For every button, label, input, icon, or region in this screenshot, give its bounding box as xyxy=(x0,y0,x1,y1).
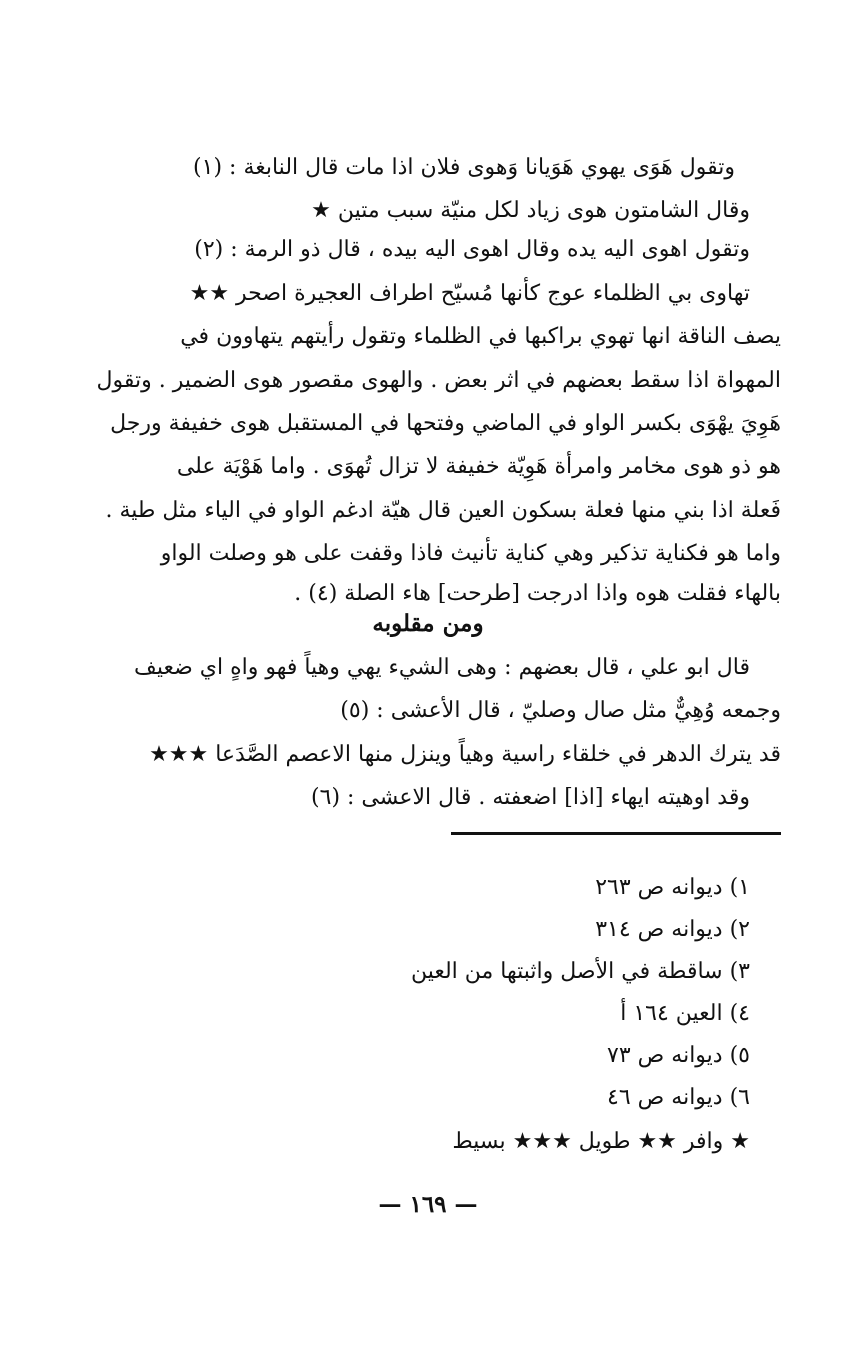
section-line: قال ابو علي ، قال بعضهم : وهى الشيء يهي وهياً فهو واهٍ اي ضعيف xyxy=(134,655,750,680)
footnote-3: ٣) ساقطة في الأصل واثبتها من العين xyxy=(410,959,750,984)
body-line: واما هو فكناية تذكير وهي كناية تأنيث فاذا وقفت على هو وصلت الواو xyxy=(160,541,781,566)
body-line: وتقول اهوى اليه يده وقال اهوى اليه بيده ، قال ذو الرمة : (٢) xyxy=(194,237,750,262)
section-line: وجمعه وُهِيٌّ مثل صال وصليّ ، قال الأعشى : (٥) xyxy=(340,698,781,723)
footnote-4: ٤) العين ١٦٤ أ xyxy=(620,1001,750,1026)
body-line: يصف الناقة انها تهوي براكبها في الظلماء وتقول رأيتهم يتهاوون في xyxy=(180,324,781,349)
footnote-2: ٢) ديوانه ص ٣١٤ xyxy=(595,917,750,942)
footnote-divider xyxy=(451,832,781,835)
poetry-line: قد يترك الدهر في خلقاء راسية وهياً وينزل منها الاعصم الصَّدَعا ★★★ xyxy=(149,742,781,767)
body-line: المهواة اذا سقط بعضهم في اثر بعض . والهوى مقصور هوى الضمير . وتقول xyxy=(96,368,781,393)
meter-legend: ★ وافر ★★ طويل ★★★ بسيط xyxy=(452,1129,750,1154)
page-number: — ١٦٩ — xyxy=(378,1191,478,1218)
footnote-6: ٦) ديوانه ص ٤٦ xyxy=(607,1085,750,1110)
section-heading: ومن مقلوبه xyxy=(372,610,484,637)
poetry-line: تهاوى بي الظلماء عوج كأنها مُسيّح اطراف العجيرة اصحر ★★ xyxy=(189,281,750,306)
body-line: فَعلة اذا بني منها فعلة بسكون العين قال هيّة ادغم الواو في الياء مثل طية . xyxy=(105,498,781,523)
body-line: هَوِيَ يهْوَى بكسر الواو في الماضي وفتحها في المستقبل هوى خفيفة ورجل xyxy=(110,411,781,436)
footnote-1: ١) ديوانه ص ٢٦٣ xyxy=(595,875,750,900)
body-line: هو ذو هوى مخامر وامرأة هَوِيّة خفيفة لا تزال تُهوَى . واما هَوْيَة على xyxy=(176,454,781,479)
footnote-5: ٥) ديوانه ص ٧٣ xyxy=(607,1043,750,1068)
section-line: وقد اوهيته ايهاء [اذا] اضعفته . قال الاعشى : (٦) xyxy=(311,785,750,810)
poetry-line: وقال الشامتون هوى زياد لكل منيّة سبب متين ★ xyxy=(311,198,750,223)
body-line: وتقول هَوَى يهوي هَوَيانا وَهوى فلان اذا مات قال النابغة : (١) xyxy=(193,155,735,180)
body-line: بالهاء فقلت هوه واذا ادرجت [طرحت] هاء الصلة (٤) . xyxy=(294,581,781,606)
